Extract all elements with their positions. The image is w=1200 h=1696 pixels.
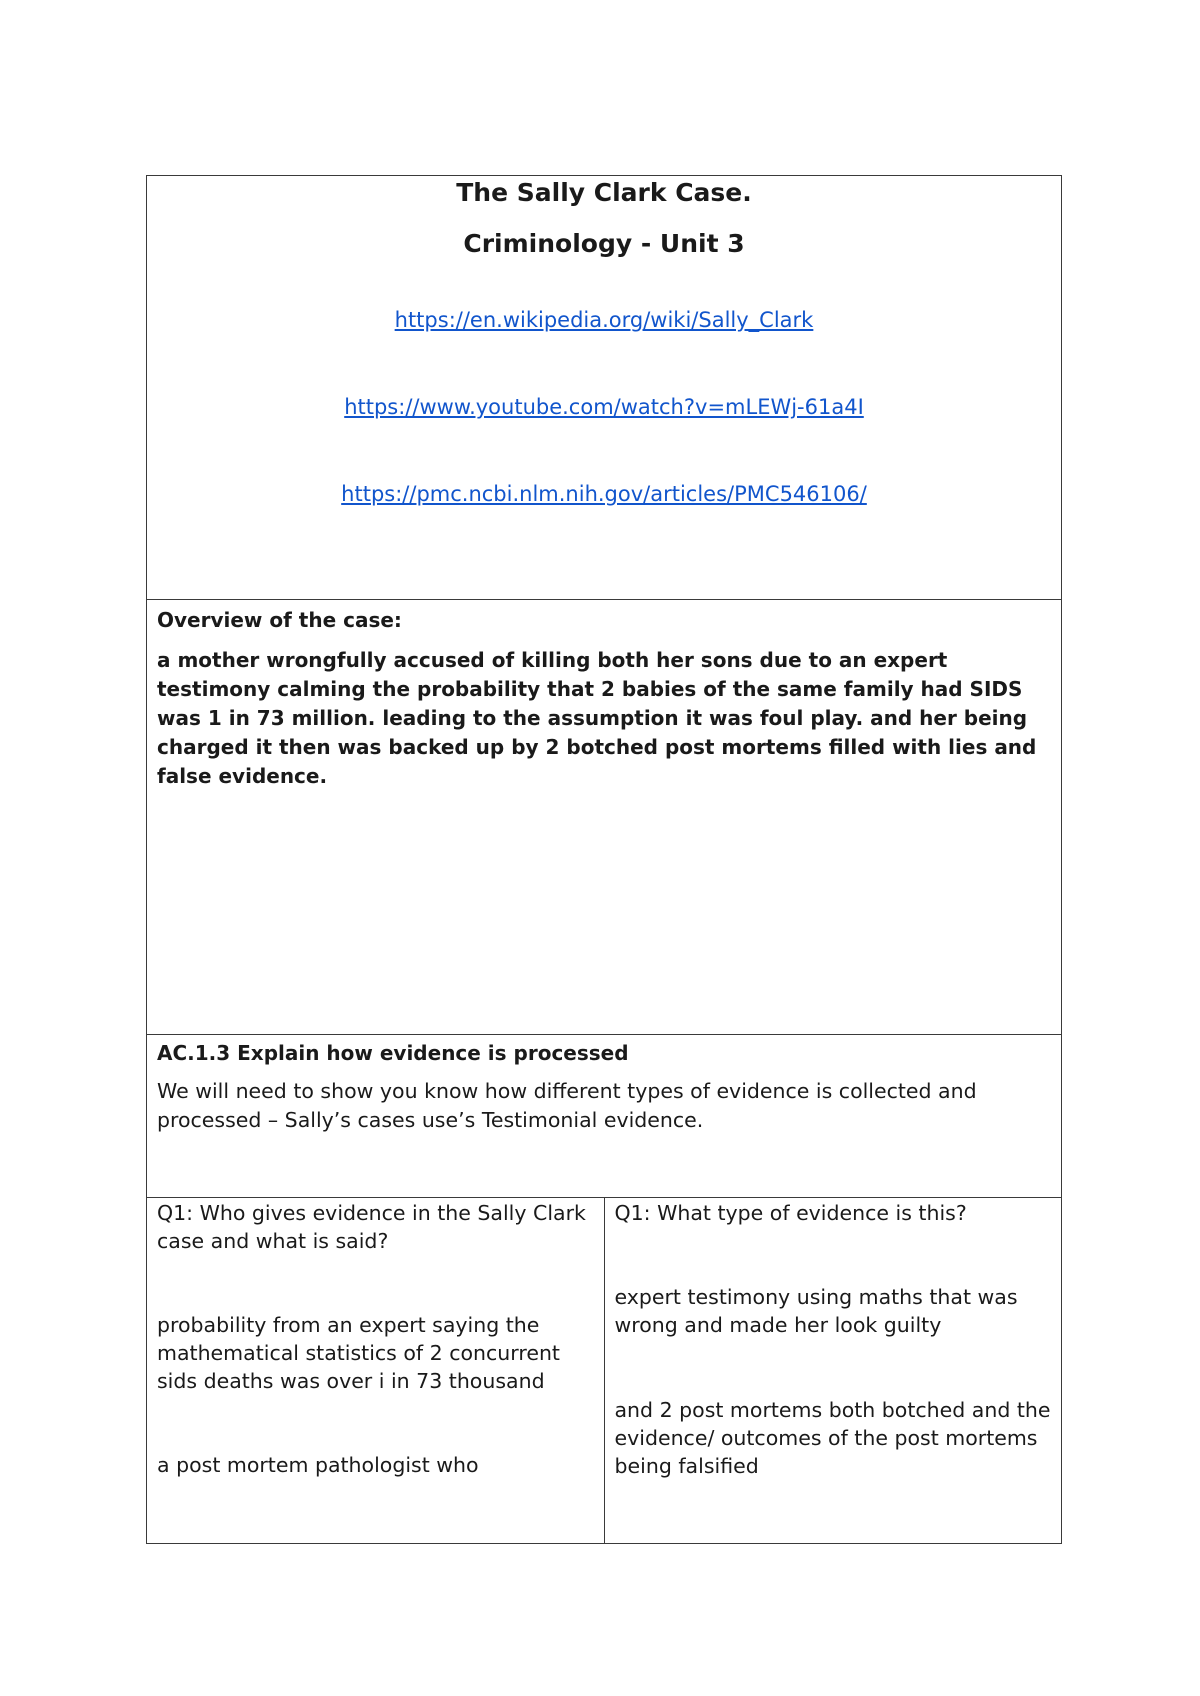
document-title: The Sally Clark Case.	[456, 178, 752, 207]
question-left-answer-2: a post mortem pathologist who	[157, 1453, 479, 1477]
ac-text: We will need to show you know how different types of evidence is collected and processed – Sally’s cases use’s Testimonial evidence.	[157, 1079, 977, 1132]
question-right-answer-1: expert testimony using maths that was wrong and made her look guilty	[614, 1285, 1018, 1337]
question-left-answer-1: probability from an expert saying the mathematical statistics of 2 concurrent sids deaths was over i in 73 thousand	[157, 1313, 560, 1393]
question-right-answer-2: and 2 post mortems both botched and the evidence/ outcomes of the post mortems being falsified	[614, 1398, 1051, 1478]
overview-heading: Overview of the case:	[157, 608, 402, 632]
reference-links	[157, 308, 1051, 506]
question-left-label: Q1: Who gives evidence in the Sally Clark case and what is said?	[157, 1201, 586, 1253]
ac-heading: AC.1.3 Explain how evidence is processed	[157, 1041, 629, 1065]
pmc-article-link[interactable]: https://pmc.ncbi.nlm.nih.gov/articles/PMC546106/	[341, 482, 867, 506]
ac-cell	[147, 1035, 1062, 1198]
title-cell	[147, 176, 1062, 600]
document-table	[146, 175, 1062, 1544]
question-right-cell	[604, 1198, 1062, 1544]
youtube-link[interactable]: https://www.youtube.com/watch?v=mLEWj-61a4I	[344, 395, 864, 419]
document-subtitle: Criminology - Unit 3	[463, 229, 745, 258]
overview-text: a mother wrongfully accused of killing both her sons due to an expert testimony calming the probability that 2 babies of the same family had SIDS was 1 in 73 million. leading to the assumption it was foul play. and her being charged it then was backed up by 2 botched post mortems filled with lies and false evidence.	[157, 648, 1037, 788]
overview-cell	[147, 600, 1062, 1035]
wikipedia-link[interactable]: https://en.wikipedia.org/wiki/Sally_Clark	[394, 308, 814, 332]
question-right-label: Q1: What type of evidence is this?	[614, 1201, 967, 1225]
question-left-cell	[147, 1198, 605, 1544]
